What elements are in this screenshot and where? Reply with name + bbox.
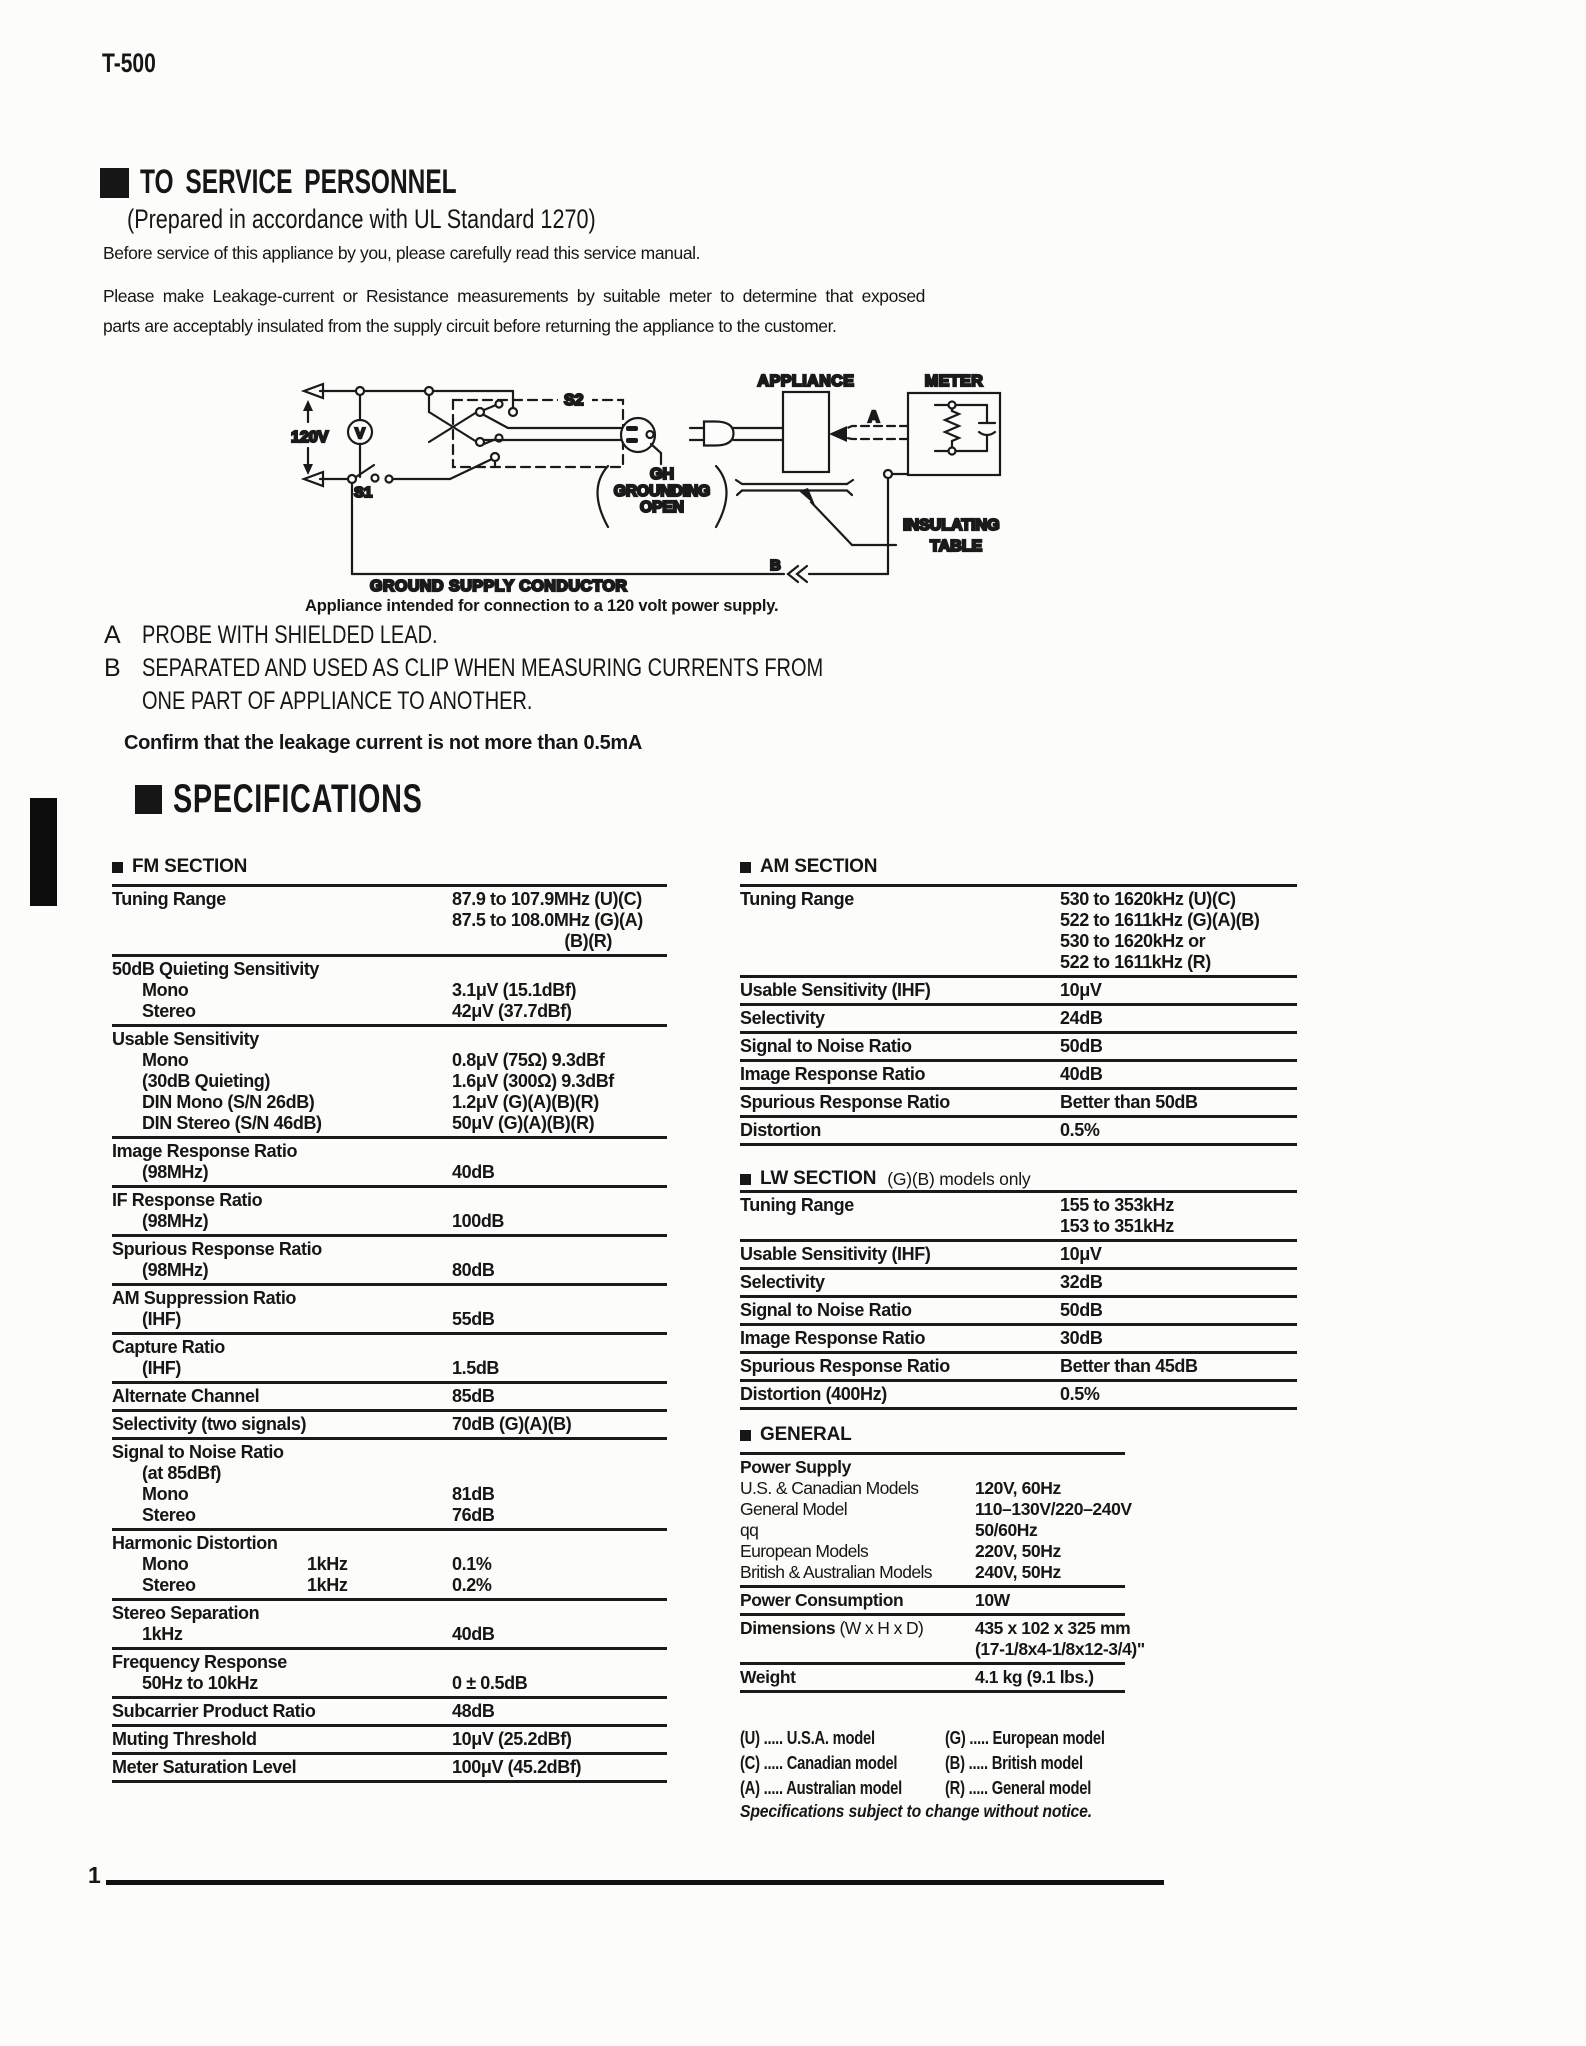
spec-row <box>112 1652 667 1673</box>
spec-row <box>740 931 1297 952</box>
note-b <box>104 655 994 681</box>
model-number: T-500 <box>102 48 156 78</box>
spec-row <box>112 910 667 931</box>
probe-arrow-icon <box>829 426 847 442</box>
spec-value: 0 ± 0.5dB <box>452 1673 528 1693</box>
am-spec-table <box>740 884 1297 1146</box>
spec-row <box>112 1757 667 1778</box>
spec-group <box>112 1283 667 1332</box>
section-marker-icon <box>135 785 162 814</box>
spec-value: 32dB <box>1060 1272 1103 1292</box>
spec-group <box>112 884 667 954</box>
fm-spec-table <box>112 884 667 1783</box>
legend-item: (B) ..... British model <box>945 1753 1083 1773</box>
spec-row <box>112 1337 667 1358</box>
general-section-heading: GENERAL <box>740 1424 852 1446</box>
spec-row <box>740 1244 1297 1265</box>
spec-group <box>112 1647 667 1696</box>
spec-value: 0.8μV (75Ω) 9.3dBf <box>452 1050 605 1070</box>
lw-spec-table <box>740 1190 1297 1410</box>
service-subtitle: (Prepared in accordance with UL Standard 1270) <box>127 204 596 234</box>
spec-value: 1.2μV (G)(A)(B)(R) <box>452 1092 599 1112</box>
spec-label: Dimensions <box>740 1618 836 1638</box>
spec-label: Signal to Noise Ratio <box>112 1442 284 1462</box>
spec-value: 153 to 351kHz <box>1060 1216 1174 1236</box>
spec-row <box>112 1603 667 1624</box>
fm-section-heading: FM SECTION <box>112 856 247 878</box>
spec-row <box>112 1260 667 1281</box>
voltmeter-label: V <box>354 425 366 442</box>
spec-value: 76dB <box>452 1505 495 1525</box>
spec-value: 240V, 50Hz <box>975 1562 1061 1582</box>
spec-label: (IHF) <box>142 1358 181 1378</box>
spec-row <box>740 1562 1125 1583</box>
s1-label: S1 <box>354 484 373 501</box>
spec-label: Stereo <box>142 1001 196 1021</box>
spec-value: 10W <box>975 1590 1010 1610</box>
spec-label: Meter Saturation Level <box>112 1757 297 1777</box>
spec-row <box>112 1386 667 1407</box>
spec-label: (98MHz) <box>142 1260 209 1280</box>
spec-value: 10μV (25.2dBf) <box>452 1729 572 1749</box>
spec-label: Distortion <box>740 1120 821 1140</box>
spec-row <box>740 910 1297 931</box>
spec-label: Usable Sensitivity (IHF) <box>740 980 931 1000</box>
spec-label: (at 85dBf) <box>142 1463 222 1483</box>
spec-group <box>112 954 667 1024</box>
spec-group <box>740 1613 1145 1662</box>
spec-value: 155 to 353kHz <box>1060 1195 1174 1215</box>
spec-row <box>112 1239 667 1260</box>
spec-label: Weight <box>740 1667 796 1687</box>
spec-row <box>112 1554 667 1575</box>
spec-value: Better than 45dB <box>1060 1356 1198 1376</box>
spec-row <box>112 1092 667 1113</box>
note-b-continued <box>104 688 630 714</box>
spec-row <box>112 1442 667 1463</box>
subsection-marker-icon <box>740 1430 751 1441</box>
insulating-table-label2: TABLE <box>930 538 983 555</box>
spec-value: 50/60Hz <box>975 1520 1038 1540</box>
spec-row <box>112 1309 667 1330</box>
spec-row <box>740 1520 1125 1541</box>
spec-group <box>112 1409 667 1437</box>
spec-label: Spurious Response Ratio <box>740 1092 950 1112</box>
subsection-marker-icon <box>740 862 751 873</box>
note-b-key: B <box>104 654 121 682</box>
spec-value: 80dB <box>452 1260 495 1280</box>
appliance-label: APPLIANCE <box>757 373 855 390</box>
spec-label: Harmonic Distortion <box>112 1533 278 1553</box>
section-marker-icon <box>100 168 129 198</box>
lw-section-qualifier: (G)(B) models only <box>887 1168 1031 1189</box>
spec-row <box>740 1092 1297 1113</box>
spec-value: 50dB <box>1060 1036 1103 1056</box>
spec-value: 0.5% <box>1060 1120 1100 1140</box>
spec-row <box>740 1384 1297 1405</box>
clip-b-label: B <box>770 557 781 574</box>
spec-label: Stereo <box>142 1505 196 1525</box>
spec-row <box>112 1001 667 1022</box>
spec-label: (30dB Quieting) <box>142 1071 270 1091</box>
spec-row <box>112 1050 667 1071</box>
receptacle-symbol <box>621 418 655 452</box>
spec-label: 1kHz <box>142 1624 183 1644</box>
spec-group <box>112 1381 667 1409</box>
spec-value: 0.2% <box>452 1575 492 1595</box>
spec-value: (17-1/8x4-1/8x12-3/4)" <box>975 1639 1145 1659</box>
note-b-text-line1: SEPARATED AND USED AS CLIP WHEN MEASURING CURRENTS FROM <box>142 654 824 682</box>
spec-row <box>740 1036 1297 1057</box>
spec-row <box>740 1272 1297 1293</box>
spec-label: Mono <box>142 980 189 1000</box>
spec-label: Muting Threshold <box>112 1729 257 1749</box>
spec-label: qq <box>740 1520 759 1540</box>
spec-label: Tuning Range <box>740 1195 854 1215</box>
spec-label: Power Supply <box>740 1457 851 1477</box>
spec-label: DIN Stereo (S/N 46dB) <box>142 1113 322 1133</box>
spec-value: 530 to 1620kHz (U)(C) <box>1060 889 1236 909</box>
spec-value: 48dB <box>452 1701 495 1721</box>
spec-group <box>112 1598 667 1647</box>
spec-mid-label: 1kHz <box>307 1554 348 1574</box>
spec-row <box>740 1667 1125 1688</box>
spec-label: Mono <box>142 1554 189 1574</box>
spec-label: Spurious Response Ratio <box>112 1239 322 1259</box>
spec-row <box>112 980 667 1001</box>
legend-item: (U) ..... U.S.A. model <box>740 1728 875 1748</box>
leakage-test-diagram <box>290 368 1020 600</box>
spec-label: Tuning Range <box>112 889 226 909</box>
spec-value: 81dB <box>452 1484 495 1504</box>
spec-value: 1.5dB <box>452 1358 500 1378</box>
specifications-header <box>135 777 520 822</box>
spec-group <box>740 975 1297 1003</box>
note-a <box>104 622 512 648</box>
spec-row <box>740 1499 1132 1520</box>
spec-group <box>112 1437 667 1528</box>
spec-row <box>740 1457 1125 1478</box>
spec-value: 85dB <box>452 1386 495 1406</box>
service-section-title: TO SERVICE PERSONNEL <box>140 163 457 201</box>
spec-row <box>112 1463 667 1484</box>
gh-label: GH <box>650 466 674 483</box>
spec-value: 70dB (G)(A)(B) <box>452 1414 572 1434</box>
spec-group <box>740 1267 1297 1295</box>
spec-group <box>740 1239 1297 1267</box>
spec-group <box>740 1379 1297 1407</box>
spec-label: Selectivity (two signals) <box>112 1414 307 1434</box>
spec-label: Spurious Response Ratio <box>740 1356 950 1376</box>
legend-item: (A) ..... Australian model <box>740 1778 903 1798</box>
service-paragraph-2-line1: Please make Leakage-current or Resistance measurements by suitable meter to determine that exposed <box>103 286 925 306</box>
spec-label: Image Response Ratio <box>740 1064 926 1084</box>
diagram-caption: Appliance intended for connection to a 120 volt power supply. <box>305 597 779 615</box>
spec-group <box>740 1585 1125 1613</box>
spec-value: 10μV <box>1060 980 1102 1000</box>
footer-rule <box>106 1880 1164 1885</box>
spec-row <box>112 1673 667 1694</box>
spec-row <box>112 1701 667 1722</box>
spec-label: Power Consumption <box>740 1590 904 1610</box>
spec-row <box>112 1211 667 1232</box>
spec-row <box>112 889 667 910</box>
specifications-title: SPECIFICATIONS <box>173 777 423 821</box>
spec-label: Tuning Range <box>740 889 854 909</box>
spec-row <box>112 1533 667 1554</box>
spec-label: Frequency Response <box>112 1652 287 1672</box>
spec-row <box>112 931 667 952</box>
spec-group <box>112 1234 667 1283</box>
spec-value: 4.1 kg (9.1 lbs.) <box>975 1667 1094 1687</box>
spec-row <box>740 1356 1297 1377</box>
spec-group <box>740 1115 1297 1143</box>
ground-conductor-label: GROUND SUPPLY CONDUCTOR <box>370 578 628 595</box>
spec-label: Selectivity <box>740 1008 825 1028</box>
legend-item: (C) ..... Canadian model <box>740 1753 898 1773</box>
insulating-table-label: INSULATING <box>903 517 1000 534</box>
spec-group <box>112 1696 667 1724</box>
spec-group <box>112 1332 667 1381</box>
spec-label: Alternate Channel <box>112 1386 260 1406</box>
spec-row <box>112 1071 667 1092</box>
spec-row <box>740 980 1297 1001</box>
spec-label: Usable Sensitivity (IHF) <box>740 1244 931 1264</box>
service-paragraph-1: Before service of this appliance by you, please carefully read this service manual. <box>103 243 701 263</box>
spec-row <box>112 1505 667 1526</box>
spec-label: Image Response Ratio <box>112 1141 298 1161</box>
spec-value: 220V, 50Hz <box>975 1541 1061 1561</box>
spec-row <box>740 1328 1297 1349</box>
spec-label: Stereo <box>142 1575 196 1595</box>
legend-item: (R) ..... General model <box>945 1778 1092 1798</box>
spec-row <box>112 1624 667 1645</box>
spec-group <box>740 1452 1132 1585</box>
spec-label: Selectivity <box>740 1272 825 1292</box>
note-a-key: A <box>104 621 121 649</box>
spec-group <box>112 1185 667 1234</box>
spec-value: 0.5% <box>1060 1384 1100 1404</box>
spec-label: Mono <box>142 1050 189 1070</box>
spec-value: 120V, 60Hz <box>975 1478 1061 1498</box>
spec-label: Subcarrier Product Ratio <box>112 1701 316 1721</box>
spec-label: Signal to Noise Ratio <box>740 1036 912 1056</box>
subsection-marker-icon <box>740 1174 751 1185</box>
spec-group <box>112 1752 667 1780</box>
spec-value: 522 to 1611kHz (R) <box>1060 952 1211 972</box>
margin-index-tab <box>30 798 57 906</box>
spec-row <box>740 1195 1297 1216</box>
spec-group <box>740 1295 1297 1323</box>
general-spec-table <box>740 1452 1145 1693</box>
spec-value: 0.1% <box>452 1554 492 1574</box>
paren-icon <box>598 466 609 527</box>
service-section-header <box>100 163 580 202</box>
paren-icon <box>716 466 727 527</box>
spec-label: AM Suppression Ratio <box>112 1288 297 1308</box>
spec-row <box>740 1618 1131 1639</box>
spec-row <box>740 1639 1145 1660</box>
spec-row <box>740 1541 1125 1562</box>
spec-row <box>112 1190 667 1211</box>
spec-label: Mono <box>142 1484 189 1504</box>
spec-value: 24dB <box>1060 1008 1103 1028</box>
spec-label: (98MHz) <box>142 1211 209 1231</box>
spec-value: 3.1μV (15.1dBf) <box>452 980 577 1000</box>
clip-break-icon <box>797 566 807 582</box>
spec-group <box>740 1662 1125 1690</box>
spec-label-suffix: (W x H x D) <box>835 1618 924 1638</box>
meter-label: METER <box>924 373 984 390</box>
spec-label: IF Response Ratio <box>112 1190 263 1210</box>
spec-label: Capture Ratio <box>112 1337 225 1357</box>
spec-mid-label: 1kHz <box>307 1575 348 1595</box>
s2-label: S2 <box>564 392 584 409</box>
spec-group <box>740 1190 1297 1239</box>
spec-label: 50dB Quieting Sensitivity <box>112 959 320 979</box>
spec-value: 1.6μV (300Ω) 9.3dBf <box>452 1071 614 1091</box>
spec-label: (98MHz) <box>142 1162 209 1182</box>
spec-label: Usable Sensitivity <box>112 1029 259 1049</box>
spec-value: 50dB <box>1060 1300 1103 1320</box>
gh-open-label: OPEN <box>640 499 684 516</box>
spec-label: U.S. & Canadian Models <box>740 1478 919 1498</box>
spec-row <box>112 1029 667 1050</box>
spec-row <box>112 1141 667 1162</box>
spec-row <box>112 959 667 980</box>
spec-row <box>740 1300 1297 1321</box>
spec-value: Better than 50dB <box>1060 1092 1198 1112</box>
spec-row <box>740 1008 1297 1029</box>
spec-row <box>740 1120 1297 1141</box>
spec-value: 42μV (37.7dBf) <box>452 1001 572 1021</box>
am-section-heading: AM SECTION <box>740 856 877 878</box>
spec-value: 530 to 1620kHz or <box>1060 931 1206 951</box>
spec-row <box>112 1729 667 1750</box>
note-a-text: PROBE WITH SHIELDED LEAD. <box>142 621 438 649</box>
spec-row <box>740 1064 1297 1085</box>
spec-group <box>112 1136 667 1185</box>
spec-row <box>112 1575 667 1596</box>
spec-label: European Models <box>740 1541 869 1561</box>
spec-value: 100dB <box>452 1211 505 1231</box>
spec-value: 110–130V/220–240V <box>975 1499 1132 1519</box>
spec-row <box>112 1288 667 1309</box>
spec-label: British & Australian Models <box>740 1562 932 1582</box>
spec-row <box>112 1484 667 1505</box>
spec-group <box>740 1323 1297 1351</box>
spec-group <box>112 1724 667 1752</box>
service-paragraph-2 <box>103 281 925 341</box>
spec-row <box>740 952 1297 973</box>
voltage-label: 120V <box>291 429 329 446</box>
spec-row <box>112 1113 667 1134</box>
page-number: 1 <box>88 1862 101 1888</box>
spec-value: (B)(R) <box>564 931 612 951</box>
spec-label: Distortion (400Hz) <box>740 1384 887 1404</box>
leakage-limit-note: Confirm that the leakage current is not more than 0.5mA <box>124 732 643 754</box>
appliance-box <box>783 392 829 472</box>
spec-group <box>112 1024 667 1136</box>
spec-row <box>112 1162 667 1183</box>
spec-row <box>740 1478 1125 1499</box>
spec-value: 87.9 to 107.9MHz (U)(C) <box>452 889 642 909</box>
spec-group <box>740 1087 1297 1115</box>
note-b-text-line2: ONE PART OF APPLIANCE TO ANOTHER. <box>142 687 533 715</box>
spec-value: 87.5 to 108.0MHz (G)(A) <box>452 910 643 930</box>
spec-row <box>740 889 1297 910</box>
spec-label: Stereo Separation <box>112 1603 260 1623</box>
spec-value: 10μV <box>1060 1244 1102 1264</box>
spec-label: DIN Mono (S/N 26dB) <box>142 1092 315 1112</box>
spec-row <box>740 1590 1125 1611</box>
spec-label: Image Response Ratio <box>740 1328 926 1348</box>
spec-group <box>740 1031 1297 1059</box>
subsection-marker-icon <box>112 862 123 873</box>
spec-value: 55dB <box>452 1309 495 1329</box>
gh-grounding-label: GROUNDING <box>613 483 711 500</box>
plug-symbol <box>704 422 734 446</box>
spec-value: 435 x 102 x 325 mm <box>975 1618 1131 1638</box>
spec-group <box>740 1059 1297 1087</box>
lw-section-heading: LW SECTION (G)(B) models only <box>740 1168 1030 1190</box>
spec-value: 30dB <box>1060 1328 1103 1348</box>
spec-value: 100μV (45.2dBf) <box>452 1757 582 1777</box>
spec-label: Signal to Noise Ratio <box>740 1300 912 1320</box>
spec-value: 522 to 1611kHz (G)(A)(B) <box>1060 910 1260 930</box>
spec-label: (IHF) <box>142 1309 181 1329</box>
spec-group <box>740 1003 1297 1031</box>
spec-value: 40dB <box>1060 1064 1103 1084</box>
spec-row <box>112 1414 667 1435</box>
spec-value: 50μV (G)(A)(B)(R) <box>452 1113 595 1133</box>
probe-a-label: A <box>868 409 880 426</box>
spec-group <box>740 1351 1297 1379</box>
spec-row <box>740 1216 1297 1237</box>
spec-group <box>112 1528 667 1598</box>
spec-label: General Model <box>740 1499 847 1519</box>
spec-value: 40dB <box>452 1162 495 1182</box>
spec-value: 40dB <box>452 1624 495 1644</box>
service-paragraph-2-line2: parts are acceptably insulated from the supply circuit before returning the appliance to the customer. <box>103 316 837 336</box>
legend-item: (G) ..... European model <box>945 1728 1105 1748</box>
spec-row <box>112 1358 667 1379</box>
disclaimer-note: Specifications subject to change without notice. <box>740 1801 1092 1821</box>
spec-label: 50Hz to 10kHz <box>142 1673 258 1693</box>
spec-group <box>740 884 1297 975</box>
